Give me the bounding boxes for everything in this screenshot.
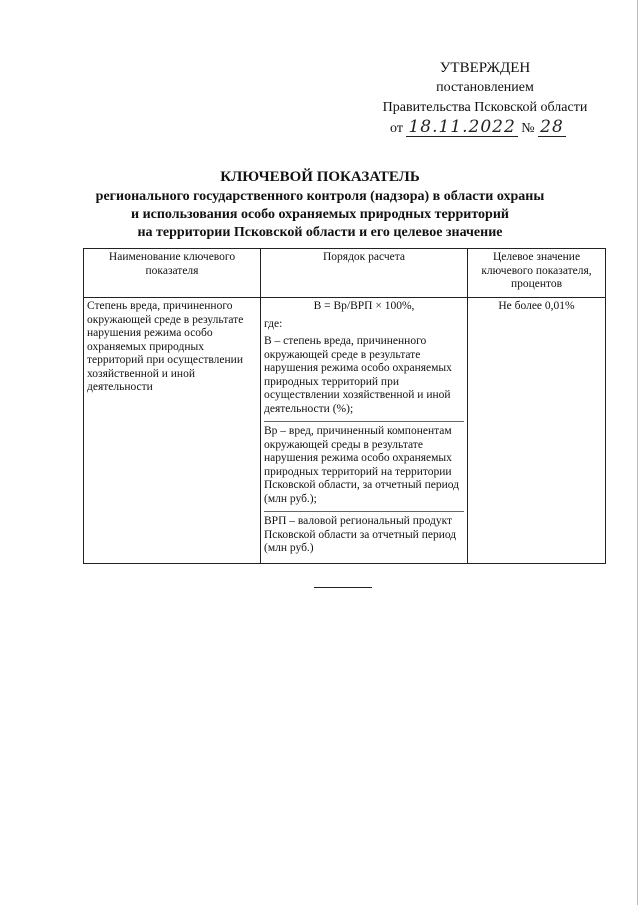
header-target-value: Целевое значение ключевого показателя, процентов xyxy=(468,249,606,298)
definition-vrp: ВРП – валовой региональный продукт Псковской области за отчетный период (млн руб.) xyxy=(264,511,464,556)
heading-line-1: регионального государственного контроля (надзора) в области охраны xyxy=(95,189,545,204)
calculation-formula: В = Вр/ВРП × 100%, xyxy=(313,300,415,312)
heading-main: КЛЮЧЕВОЙ ПОКАЗАТЕЛЬ xyxy=(220,169,420,185)
definition-vr: Вр – вред, причиненный компонентам окружающей среды в результате нарушения режима особо охраняемых природных территорий на территории Псковской области, за отчетный период (млн руб.); xyxy=(264,421,464,506)
cell-calculation xyxy=(261,298,468,564)
header-indicator-name: Наименование ключевого показателя xyxy=(84,249,261,298)
approval-status: УТВЕРЖДЕН xyxy=(439,60,531,76)
closing-rule xyxy=(314,587,372,588)
approval-date-number xyxy=(360,118,610,140)
number-prefix: № xyxy=(521,121,535,136)
scan-edge xyxy=(637,0,638,905)
approval-block xyxy=(360,58,610,140)
handwritten-number: 28 xyxy=(540,117,564,137)
definition-b: В – степень вреда, причиненного окружающей среде в результате нарушения режима особо охраняемых природных территорий при осуществлении хозяйственной и иной деятельности (%); xyxy=(264,335,452,415)
header-calculation: Порядок расчета xyxy=(261,249,468,298)
table-row xyxy=(84,298,606,564)
document-heading xyxy=(70,168,570,242)
approval-authority: Правительства Псковской области xyxy=(382,100,588,115)
cell-indicator: Степень вреда, причиненного окружающей среде в результате нарушения режима особо охраняемых природных территорий при осуществлении хозяйственной и иной деятельности xyxy=(84,298,261,564)
handwritten-date: 18.11.2022 xyxy=(408,117,516,137)
heading-line-2: и использования особо охраняемых природных территорий xyxy=(131,207,509,222)
key-indicator-table xyxy=(83,248,606,564)
table-header-row xyxy=(84,249,606,298)
date-prefix: от xyxy=(390,121,403,136)
cell-target: Не более 0,01% xyxy=(468,298,606,564)
heading-line-3: на территории Псковской области и его целевое значение xyxy=(137,225,503,240)
approval-by: постановлением xyxy=(436,80,534,95)
calculation-where: где: xyxy=(264,317,283,330)
